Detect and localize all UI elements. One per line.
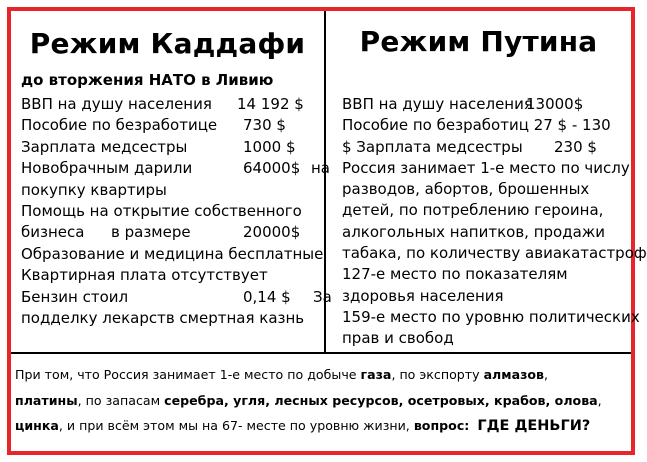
footer-plain: , по запасам bbox=[77, 392, 165, 408]
fact-value: 20000$ bbox=[243, 223, 301, 242]
fact-nurse-salary bbox=[342, 137, 627, 158]
fact-label: Квартирная плата отсутствует bbox=[21, 266, 268, 285]
fact-value: 730 $ bbox=[243, 116, 286, 135]
poster-frame bbox=[7, 7, 647, 455]
fact-label: алкогольных напитков, продажи bbox=[342, 222, 606, 241]
fact-gdp bbox=[342, 94, 627, 115]
footer-question: ГДЕ ДЕНЬГИ? bbox=[477, 418, 591, 434]
footer-bold: серебра, угля, лесных ресурсов, осетровых, крабов, олова bbox=[164, 392, 598, 408]
fact-label: Россия занимает 1-е место по числу bbox=[342, 158, 630, 177]
fact-label: Новобрачным дарили bbox=[21, 159, 193, 178]
fact-label: покупку квартиры bbox=[21, 180, 167, 199]
divider bbox=[11, 352, 631, 354]
fact-rank-divorces bbox=[342, 158, 630, 179]
fact-business-amount bbox=[21, 222, 320, 243]
gaddafi-facts bbox=[21, 94, 332, 329]
fact-rank-continued bbox=[342, 200, 627, 221]
fact-rights-rank bbox=[342, 307, 640, 328]
fact-label: прав и свобод bbox=[342, 329, 454, 348]
fact-health-rank bbox=[342, 264, 627, 285]
fact-extra: на bbox=[311, 159, 330, 178]
footer-line bbox=[15, 413, 629, 439]
footer-text bbox=[15, 362, 629, 439]
fact-rank-continued bbox=[342, 222, 627, 243]
fact-label: разводов, абортов, брошенных bbox=[342, 180, 590, 199]
fact-value: 14 192 $ bbox=[237, 95, 304, 113]
fact-counterfeit bbox=[21, 308, 320, 329]
footer-bold: цинка bbox=[15, 418, 59, 433]
fact-unemployment bbox=[21, 115, 320, 136]
fact-label: Зарплата медсестры bbox=[21, 137, 188, 156]
footer-plain: При том, что Россия занимает 1-е место по добыче bbox=[15, 367, 361, 382]
fact-label: Образование и медицина бесплатные bbox=[21, 244, 324, 263]
footer-plain: , по экспорту bbox=[391, 367, 484, 382]
gaddafi-column bbox=[11, 11, 332, 352]
fact-label: Бензин стоил bbox=[21, 287, 129, 306]
footer-bold: вопрос: bbox=[413, 418, 470, 433]
footer-plain: , bbox=[544, 367, 549, 382]
fact-newlyweds bbox=[21, 158, 330, 179]
fact-label: Пособие по безработице bbox=[21, 116, 218, 135]
footer-bold: алмазов bbox=[483, 367, 545, 382]
footer-line bbox=[15, 362, 629, 388]
fact-value: 230 $ bbox=[554, 137, 597, 156]
fact-gdp bbox=[21, 94, 320, 115]
fact-rank-continued bbox=[342, 243, 647, 264]
footer-bold: платины bbox=[15, 392, 78, 408]
footer-plain: , и при всём этом мы на 67- месте по уровню жизни, bbox=[58, 418, 414, 433]
gaddafi-title: Режим Каддафи bbox=[29, 27, 306, 60]
fact-label: здоровья населения bbox=[342, 286, 504, 305]
fact-value: 0,14 $ bbox=[243, 287, 291, 306]
putin-title: Режим Путина bbox=[359, 25, 598, 58]
fact-rank-continued bbox=[342, 179, 627, 200]
fact-education bbox=[21, 244, 324, 265]
fact-nurse-salary bbox=[21, 137, 320, 158]
fact-extra: За bbox=[313, 287, 332, 306]
fact-label: ВВП на душу населения bbox=[342, 95, 533, 113]
fact-label: табака, по количеству авиакатастроф bbox=[342, 244, 647, 263]
fact-label: 159-е место по уровню политических bbox=[342, 307, 640, 326]
fact-petrol bbox=[21, 287, 332, 308]
footer-plain: , bbox=[597, 392, 602, 408]
footer-line bbox=[15, 388, 629, 414]
putin-column bbox=[324, 11, 647, 352]
fact-label: детей, по потреблению героина, bbox=[342, 201, 604, 220]
fact-mid: в размере bbox=[111, 223, 191, 242]
fact-label: бизнеса bbox=[21, 223, 85, 242]
fact-label: 127-е место по показателям bbox=[342, 265, 568, 284]
fact-apartment bbox=[21, 180, 320, 201]
fact-value: 13000$ bbox=[526, 95, 584, 113]
putin-facts bbox=[342, 94, 647, 350]
fact-unemployment bbox=[342, 115, 627, 136]
fact-health-rank-cont bbox=[342, 286, 627, 307]
fact-label: ВВП на душу населения bbox=[21, 95, 212, 113]
fact-value: 1000 $ bbox=[243, 137, 296, 156]
gaddafi-subtitle: до вторжения НАТО в Ливию bbox=[21, 71, 274, 89]
fact-label: Помощь на открытие собственного bbox=[21, 201, 302, 220]
fact-business-aid bbox=[21, 201, 320, 222]
fact-rent bbox=[21, 265, 320, 286]
fact-label: Пособие по безработиц 27 $ - 130 bbox=[342, 116, 611, 135]
footer-bold: газа bbox=[360, 367, 392, 382]
fact-label: $ Зарплата медсестры bbox=[342, 137, 523, 156]
fact-rights-rank-cont bbox=[342, 328, 627, 349]
fact-label: подделку лекарств смертная казнь bbox=[21, 308, 305, 327]
fact-value: 64000$ bbox=[243, 159, 301, 178]
